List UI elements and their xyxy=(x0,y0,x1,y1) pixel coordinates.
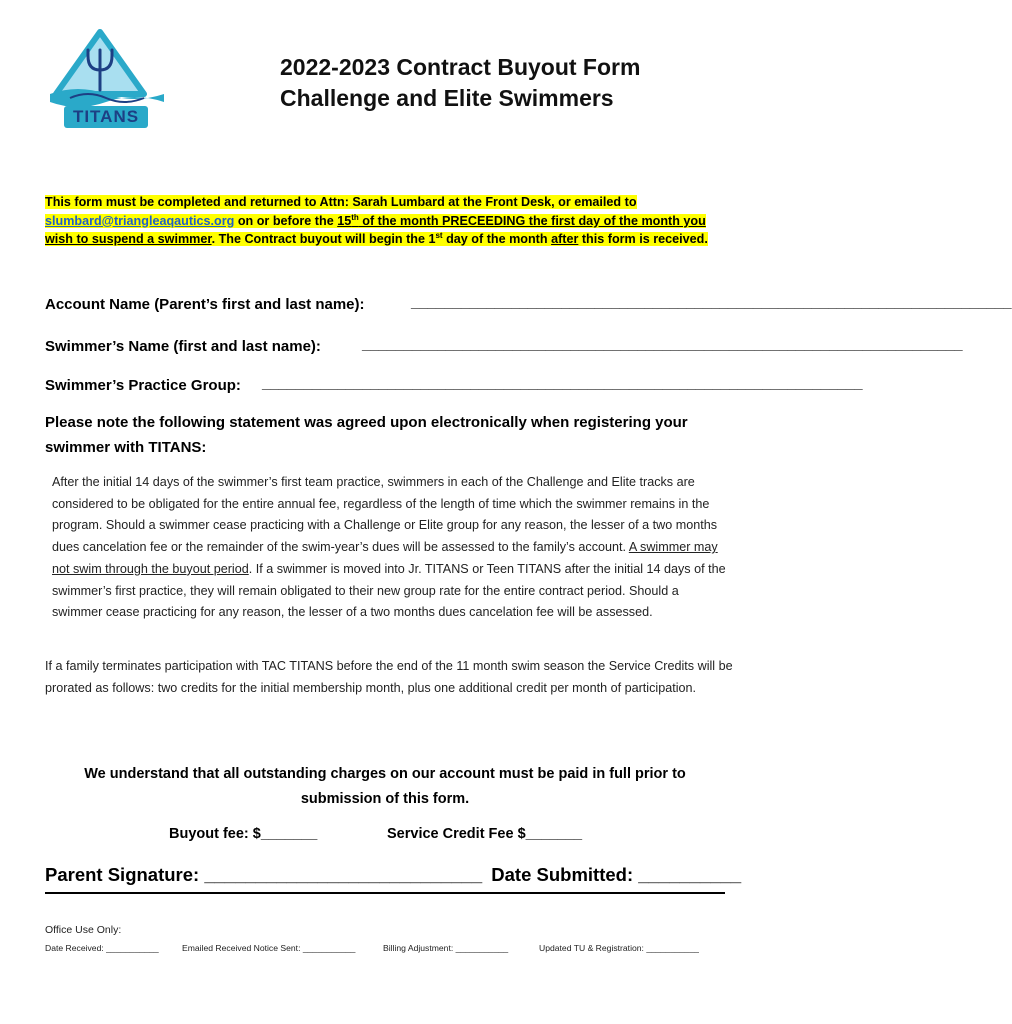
title-line-2: Challenge and Elite Swimmers xyxy=(280,85,614,111)
office-use-heading: Office Use Only: xyxy=(45,924,122,936)
email-link[interactable]: slumbard@triangleaqautics.org xyxy=(45,213,235,228)
notice-text-3: of the month PRECEEDING the first day of the month you wish to suspend a swimmer xyxy=(45,213,706,247)
service-credits-paragraph: If a family terminates participation with TAC TITANS before the end of the 11 month swim season the Service Credits will be prorated as follows: two credits for the initial membership month, plus one additional credit per month of participation. xyxy=(45,659,733,695)
office-emailed-notice[interactable]: Emailed Received Notice Sent: ___________ xyxy=(182,943,356,953)
statement-heading: Please note the following statement was agreed upon electronically when registering your swimmer with TITANS: xyxy=(45,414,688,456)
account-name-label: Account Name (Parent’s first and last name): xyxy=(45,296,365,313)
understanding-statement: We understand that all outstanding charges on our account must be paid in full prior to submission of this form. xyxy=(84,766,686,807)
swimmer-name-label: Swimmer’s Name (first and last name): xyxy=(45,338,321,355)
notice-text-2: on or before the xyxy=(234,213,338,228)
submission-notice xyxy=(45,193,713,249)
swimmer-name-field[interactable]: ________________________________________________________________________ xyxy=(362,336,963,353)
practice-group-label: Swimmer’s Practice Group: xyxy=(45,377,241,394)
notice-after: after xyxy=(551,232,579,247)
statement-text-b: . If a swimmer is moved into Jr. TITANS or Teen TITANS after the initial 14 days of the swimmer’s first practice, they will remain obligated to their new group rate for the entire contract period. Should a swimmer cease practicing for any reason, the lesser of a two months dues cancelation fee will be assessed. xyxy=(52,561,726,620)
office-billing-adjustment[interactable]: Billing Adjustment: ___________ xyxy=(383,943,509,953)
date-submitted-field[interactable]: Date Submitted: __________ xyxy=(491,864,742,885)
practice-group-field[interactable]: ________________________________________________________________________ xyxy=(262,375,863,392)
section-divider xyxy=(45,892,725,894)
notice-text-4: . The Contract buyout will begin the 1 xyxy=(211,232,436,247)
statement-underlined: A swimmer may not swim through the buyout period xyxy=(52,540,718,576)
account-name-field[interactable]: ________________________________________________________________________ xyxy=(411,294,1012,311)
notice-text-1: This form must be completed and returned to Attn: Sarah Lumbard at the Front Desk, or emailed to xyxy=(45,195,637,209)
notice-first-superscript: st xyxy=(435,231,443,240)
office-date-received[interactable]: Date Received: ___________ xyxy=(45,943,159,953)
agreement-statement xyxy=(52,472,732,624)
notice-text-6: this form is received. xyxy=(578,232,708,247)
office-updated-registration[interactable]: Updated TU & Registration: ___________ xyxy=(539,943,699,953)
service-credit-fee-field[interactable]: Service Credit Fee $_______ xyxy=(387,826,583,842)
signature-row xyxy=(45,864,741,886)
notice-text-5: day of the month xyxy=(442,232,552,247)
parent-signature-field[interactable]: Parent Signature: ___________________________ xyxy=(45,864,483,885)
titans-logo xyxy=(48,28,166,134)
logo-text: TITANS xyxy=(72,107,140,126)
notice-day-superscript: th xyxy=(351,212,359,222)
notice-day-number: 15 xyxy=(337,213,352,228)
buyout-fee-field[interactable]: Buyout fee: $_______ xyxy=(169,826,318,842)
statement-text-a: After the initial 14 days of the swimmer’s first team practice, swimmers in each of the Challenge and Elite tracks are considered to be obligated for the entire annual fee, regardless of the length of time which the swimmer remains in the program. Should a swimmer cease practicing with a Challenge or Elite group for any reason, the lesser of a two months dues cancelation fee or the remainder of the swim-year’s dues will be assessed to the family’s account. xyxy=(52,475,717,555)
title-line-1: 2022-2023 Contract Buyout Form xyxy=(280,54,641,80)
page-title xyxy=(280,52,640,114)
